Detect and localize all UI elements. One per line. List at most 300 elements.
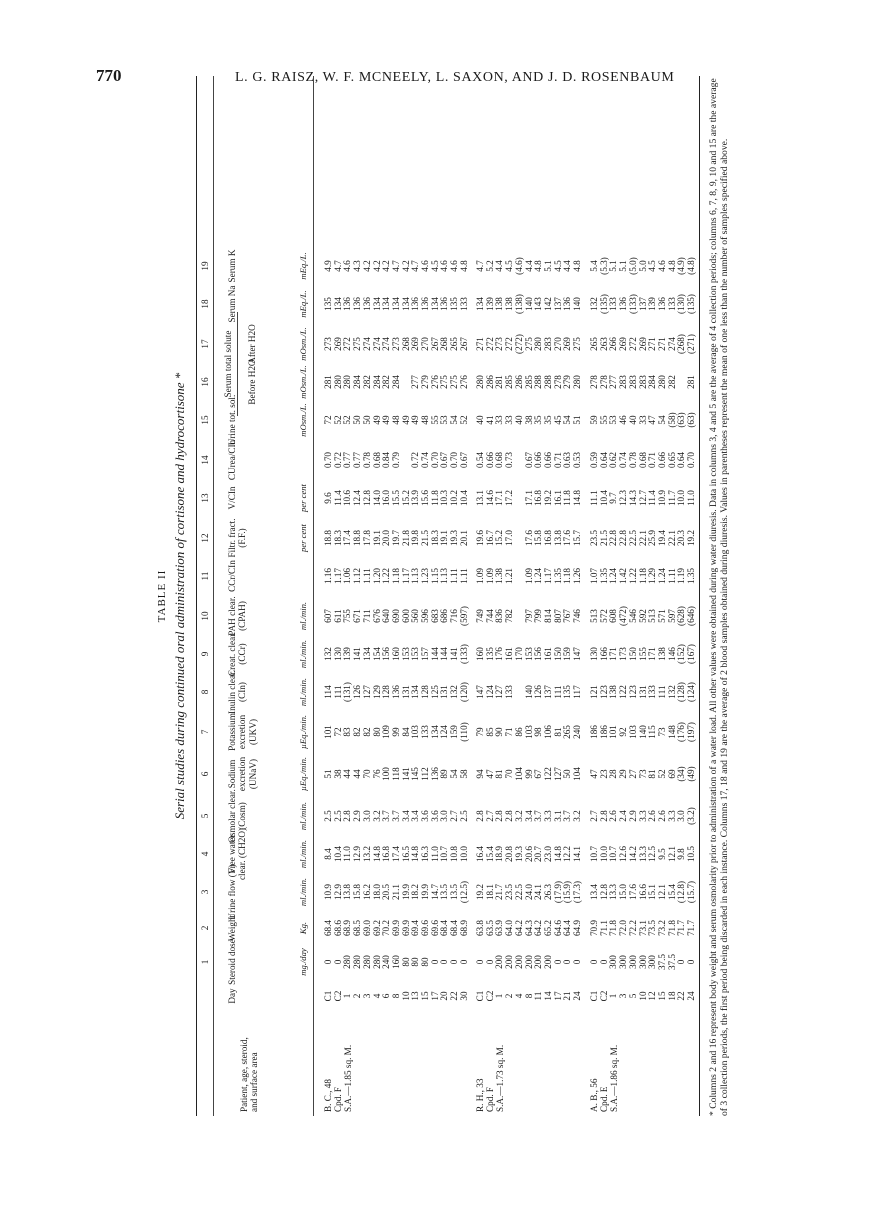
table-cell: 2.5 [323,810,333,822]
table-cell: 23 [598,769,609,779]
table-cell: 55 [598,415,609,425]
table-cell: 0.68 [371,451,382,469]
table-cell: 19.2 [542,489,553,507]
header-rule [313,76,314,1116]
table-cell: 109 [381,725,392,739]
table-cell: 513 [647,609,658,623]
table-cell: 1.17 [542,567,553,585]
table-cell: 12.8 [598,883,609,901]
table-cell: 24 [686,991,696,1001]
column-header: V/CIn [227,486,237,510]
table-cell: 142 [542,297,553,311]
table-cell: 283 [637,375,648,389]
table-cell: 1.06 [342,567,353,585]
table-cell: 12.1 [666,845,677,863]
table-cell: 46 [618,415,629,425]
table-cell: 16.5 [400,845,411,863]
table-cell: 11 [533,991,544,1001]
table-cell: 12.1 [656,883,667,901]
table-cell: 0.66 [542,451,553,469]
table-cell: 0.54 [475,451,485,469]
table-cell: 159 [449,725,460,739]
table-cell: 10.2 [449,489,460,507]
table-cell: 131 [400,685,411,699]
table-cell: 132 [449,685,460,699]
table-cell: 4.7 [332,260,343,272]
table-cell: (131) [342,682,353,702]
table-cell: 69.6 [429,919,440,937]
table-cell: 13.9 [410,489,421,507]
table-cell: 2.7 [449,810,460,822]
table-cell: 40 [513,415,524,425]
table-cell: 0 [676,959,687,965]
table-cell: 10.0 [458,845,469,863]
table-cell: 4.4 [562,260,573,272]
table-cell: 814 [542,609,553,623]
table-cell: 1.16 [323,567,333,585]
table-cell: (12.5) [458,880,469,904]
table-cell: 0.72 [332,451,343,469]
table-cell: 127 [361,685,372,699]
table-cell: 1.21 [504,567,515,585]
table-cell: 1.24 [656,567,667,585]
table-cell: 4.6 [342,260,353,272]
column-unit: ml./min. [298,801,308,831]
table-cell: 16.8 [381,845,392,863]
table-cell: 64.2 [533,919,544,937]
table-cell: 19.9 [400,883,411,901]
table-cell: 101 [323,725,333,739]
table-cell: 279 [420,375,430,389]
table-cell: 270 [420,337,430,351]
table-cell: 13.3 [637,845,648,863]
table-cell: 4.2 [381,260,392,272]
table-cell: 273 [323,337,333,351]
table-cell: 265 [449,337,460,351]
table-cell: 1.24 [533,567,544,585]
table-cell: 33 [504,415,515,425]
table-cell: 14.6 [484,489,495,507]
table-cell: 280 [332,375,343,389]
table-cell: 49 [410,415,421,425]
table-cell: 17.1 [523,489,534,507]
table-cell: 71 [504,727,515,737]
table-cell: 4.4 [523,260,534,272]
table-cell: 20.7 [533,845,544,863]
table-cell: 134 [475,297,485,311]
table-cell: 22 [676,991,687,1001]
table-cell: 3.6 [420,810,430,822]
table-cell: 17.1 [494,489,505,507]
table-cell: 277 [608,375,619,389]
table-cell: 5.0 [637,260,648,272]
table-cell: 12.2 [562,845,573,863]
table-cell: 20.0 [381,529,392,547]
table-cell: 72.2 [627,919,638,937]
table-cell: 10.7 [439,845,450,863]
table-cell: 156 [533,647,544,661]
table-cell: 52 [458,415,469,425]
table-cell: 14 [542,991,553,1001]
table-cell: (5.3) [598,257,609,275]
table-cell: 52 [342,415,353,425]
table-cell: 4.6 [439,260,450,272]
table-cell: 145 [410,767,421,781]
table-cell: 4.4 [494,260,505,272]
table-cell: 9.8 [676,848,687,860]
column-unit: Kg. [298,921,308,935]
table-cell: 136 [342,297,353,311]
table-cell: 47 [484,769,495,779]
table-cell: 147 [572,647,582,661]
table-cell: 21.8 [400,529,411,547]
table-cell: 80 [410,957,421,967]
table-cell: (110) [458,722,469,742]
table-cell: 159 [562,647,573,661]
table-cell: 122 [542,767,553,781]
table-cell: 3.4 [523,810,534,822]
table-cell: 608 [608,609,619,623]
table-cell: 14.3 [627,489,638,507]
table-cell: 15.4 [666,883,677,901]
column-header: Inulin clear. (CIn) [227,670,248,714]
table-cell: 63.8 [475,919,485,937]
column-number: 6 [200,771,210,777]
column-header: Urine tot. sol. [227,394,237,446]
table-cell: 27 [627,769,638,779]
table-cell: 799 [533,609,544,623]
table-cell: 3.4 [410,810,421,822]
table-cell: 0 [686,959,696,965]
table-cell: 200 [533,955,544,969]
table-cell: 274 [361,337,372,351]
table-cell: 141 [400,767,411,781]
table-cell: 136 [420,297,430,311]
table-cell: 157 [420,647,430,661]
table-cell: (628) [676,606,687,626]
table-cell: 0.70 [323,451,333,469]
column-header: CUrea/CIn [227,439,237,481]
table-cell: 139 [647,297,658,311]
table-cell: 148 [666,725,677,739]
table-cell: 140 [572,297,582,311]
table-cell: 282 [666,375,677,389]
table-cell: 273 [390,337,401,351]
table-cell: (268) [676,334,687,354]
column-header: Osmolar clear. (Cosm) [227,789,248,843]
table-cell: 1.09 [523,567,534,585]
table-cell: 6 [381,993,392,999]
table-cell: 16.1 [552,489,563,507]
table-cell: 129 [371,685,382,699]
table-cell: 1 [494,993,505,999]
table-cell: 300 [637,955,648,969]
table-cell: 72 [323,415,333,425]
table-cell: 12.9 [332,883,343,901]
column-number: 4 [200,851,210,857]
table-cell: 744 [484,609,495,623]
table-cell: 683 [429,609,440,623]
table-cell: 71.8 [608,919,619,937]
table-cell: 53 [439,415,450,425]
table-cell: (130) [676,294,687,314]
table-cell: 10.7 [589,845,599,863]
table-cell: 797 [523,609,534,623]
table-cell: 30 [458,991,469,1001]
table-cell: 64.0 [504,919,515,937]
column-number: 16 [200,377,210,387]
table-cell: 17.8 [361,529,372,547]
table-cell: 0.65 [666,451,677,469]
table-cell: 5.1 [618,260,629,272]
table-cell: 5.2 [484,260,495,272]
column-number: 1 [200,959,210,965]
table-cell: 17.2 [504,489,515,507]
table-cell: 3 [618,993,629,999]
table-cell: 1.29 [647,567,658,585]
table-cell: 20.5 [381,883,392,901]
table-cell: 141 [352,647,363,661]
table-cell: 271 [647,337,658,351]
table-cell: 50 [562,769,573,779]
table-cell: 127 [494,685,505,699]
table-cell: 690 [390,609,401,623]
table-cell: 278 [589,375,599,389]
table-cell: 0.62 [608,451,619,469]
table-cell: 285 [504,375,515,389]
table-cell: 136 [361,297,372,311]
column-number: 9 [200,651,210,657]
table-cell: 10.0 [598,845,609,863]
table-cell: 11.7 [666,490,677,506]
table-cell: 1.24 [608,567,619,585]
table-cell: 1.35 [552,567,563,585]
table-cell: 23.5 [504,883,515,901]
table-cell: 270 [552,337,563,351]
table-cell: (167) [686,644,696,664]
table-cell: 1.11 [449,568,460,584]
table-cell: 266 [608,337,619,351]
table-cell: 0.70 [429,451,440,469]
table-cell: 68.4 [449,919,460,937]
table-cell: C1 [589,990,599,1002]
table-cell: 68.6 [332,919,343,937]
table-cell: 711 [361,609,372,623]
table-cell: 153 [523,647,534,661]
patient-surface-area: S.A.—1.86 sq. M. [609,1044,619,1112]
table-cell: 171 [647,647,658,661]
table-cell: 17.6 [523,529,534,547]
table-cell: 0 [562,959,573,965]
table-cell: 140 [637,725,648,739]
table-cell: 272 [484,337,495,351]
table-cell: 0 [598,959,609,965]
table-cell: 1.18 [390,567,401,585]
column-number: 10 [200,611,210,621]
table-cell: 3.4 [400,810,411,822]
table-cell: 54 [562,415,573,425]
table-cell: (271) [686,334,696,354]
table-cell: 55 [429,415,440,425]
table-cell: 3.0 [676,810,687,822]
table-cell: 18.8 [323,529,333,547]
table-cell: 288 [533,375,544,389]
table-cell: 640 [381,609,392,623]
table-cell: 19.6 [475,529,485,547]
table-cell: 69.9 [390,919,401,937]
table-cell: 2.5 [332,810,343,822]
table-cell: 44 [342,769,353,779]
rotated-table [156,76,758,1116]
patient-steroid: Cpd. F [333,1086,343,1112]
table-cell: 275 [523,337,534,351]
table-cell: 17.0 [504,529,515,547]
table-cell: 136 [429,767,440,781]
table-cell: 273 [494,337,505,351]
table-cell: 63.5 [484,919,495,937]
table-cell: 114 [323,685,333,699]
table-cell: 126 [533,685,544,699]
table-cell: 44 [352,769,363,779]
table-cell: 100 [381,767,392,781]
column-unit: mOsm./L. [298,327,308,361]
table-cell: 134 [429,725,440,739]
table-cell: 18 [666,991,677,1001]
table-cell: 73.5 [647,919,658,937]
table-cell: 128 [420,685,430,699]
table-cell: 13.8 [342,883,353,901]
table-cell: 1.09 [475,567,485,585]
table-cell: 20.8 [504,845,515,863]
table-cell: 279 [562,375,573,389]
table-cell: 4.5 [429,260,440,272]
table-cell: 600 [400,609,411,623]
table-cell: 4.3 [352,260,363,272]
table-cell: 37.5 [666,953,677,971]
table-cell: 10.3 [439,489,450,507]
table-cell: 68.9 [458,919,469,937]
table-cell: 166 [598,647,609,661]
table-cell: 1.20 [371,567,382,585]
column-unit: µEq./min. [298,756,308,792]
table-cell: 19.3 [513,845,524,863]
table-cell: 2 [504,993,515,999]
table-cell: 138 [608,685,619,699]
table-cell: 3.0 [439,810,450,822]
column-number: 8 [200,689,210,695]
table-cell: 283 [627,375,638,389]
table-cell: 8.4 [323,848,333,860]
table-cell: 1.42 [618,567,629,585]
table-cell: 0.74 [420,451,430,469]
table-cell: 16.2 [361,883,372,901]
table-cell: 121 [589,685,599,699]
table-cell: 11.4 [332,490,343,506]
table-cell: 4.5 [647,260,658,272]
table-cell: 755 [342,609,353,623]
table-cell: 280 [656,375,667,389]
table-cell: (646) [686,606,696,626]
table-cell: 0 [572,959,582,965]
table-cell: 4.5 [552,260,563,272]
table-cell: 269 [410,337,421,351]
table-cell: 1.13 [410,567,421,585]
table-cell: 134 [429,297,440,311]
table-cell: 3.7 [533,810,544,822]
table-cell: 268 [439,337,450,351]
table-cell: 68.4 [323,919,333,937]
table-cell: 139 [342,647,353,661]
table-cell: 1.07 [589,567,599,585]
table-cell: 12 [647,991,658,1001]
table-cell: 12.9 [352,845,363,863]
table-cell: 1.17 [332,567,343,585]
table-cell: 132 [666,685,677,699]
table-cell: 72.0 [618,919,629,937]
table-cell: 98 [533,727,544,737]
table-cell: 22.1 [637,529,648,547]
table-cell: 571 [656,609,667,623]
table-cell: 1.12 [352,567,363,585]
table-cell: 13.1 [475,489,485,507]
table-cell: 138 [504,297,515,311]
table-cell: 135 [562,685,573,699]
table-cell: 69.2 [371,919,382,937]
table-cell: 807 [552,609,563,623]
table-cell: 79 [475,727,485,737]
table-cell: 54 [656,415,667,425]
table-cell: C2 [598,990,609,1002]
table-cell: 281 [494,375,505,389]
table-cell: (17.9) [552,880,563,904]
table-cell: 136 [439,297,450,311]
table-cell: 0.63 [562,451,573,469]
table-cell: 284 [352,375,363,389]
table-cell: 18.2 [410,883,421,901]
table-cell: 283 [618,375,629,389]
table-cell: 89 [439,769,450,779]
patient-steroid: Cpd. E [599,1086,609,1112]
table-cell: 67 [533,769,544,779]
table-cell: 33 [637,415,648,425]
patient-name: R. H., 33 [475,1078,485,1112]
table-cell: 128 [381,685,392,699]
table-cell: 138 [494,297,505,311]
table-cell: 274 [371,337,382,351]
table-cell: (15.7) [686,880,696,904]
table-cell: 0.67 [439,451,450,469]
table-cell: 150 [552,647,563,661]
table-cell: 836 [494,609,505,623]
table-cell: 286 [513,375,524,389]
table-cell: 12.4 [352,489,363,507]
table-cell: 0.74 [618,451,629,469]
table-cell: 50 [361,415,372,425]
table-cell: 14.7 [429,883,440,901]
table-cell: 280 [342,375,353,389]
table-cell: (272) [513,334,524,354]
table-cell: 267 [429,337,440,351]
column-unit: ml./min. [298,677,308,707]
table-cell: (472) [618,606,629,626]
table-cell: 71.7 [676,919,687,937]
table-cell: (5.0) [627,257,638,275]
table-cell: 0 [323,959,333,965]
table-cell: 14.8 [552,845,563,863]
table-cell: 200 [513,955,524,969]
table-cell: 0.64 [598,451,609,469]
table-cell: 12.5 [647,845,658,863]
